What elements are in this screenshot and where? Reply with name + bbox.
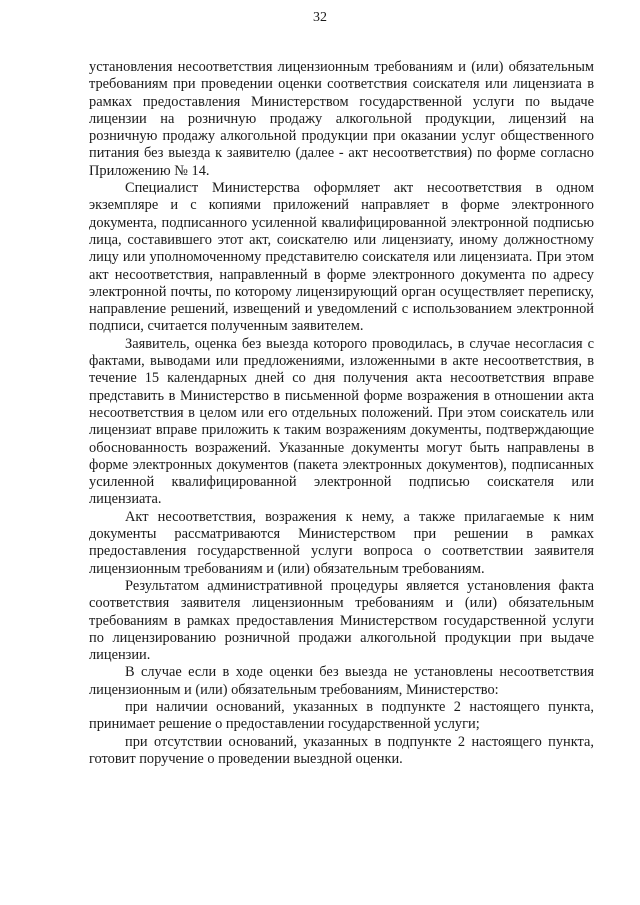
page-number: 32 [313,10,327,25]
paragraph-act-definition: установления несоответствия лицензионным требованиям и (или) обязательным требованиям при проведении оценки соответствия соискателя или лицензиата в рамках предоставления Министерством государственной услуги по выдаче лицензии на розничную продажу алкогольной продукции, лицензий на розничную продажу алкогольной продукции при оказании услуг общественного питания без выезда к заявителю (далее - акт несоответствия) по форме согласно Приложению № 14. [89,59,594,179]
paragraph-no-violations: В случае если в ходе оценки без выезда не установлены несоответствия лицензионным и (или) обязательным требованиям, Министерство: [89,664,594,698]
paragraph-result: Результатом административной процедуры является установления факта соответствия заявителя лицензионным требованиям и (или) обязательным требованиям в рамках предоставления Министерством государственной услуги по лицензированию розничной продажи алкогольной продукции при выдаче лицензии. [89,577,594,664]
paragraph-grounds-present: при наличии оснований, указанных в подпункте 2 настоящего пункта, принимает решение о предоставлении государственной услуги; [89,698,594,733]
paragraph-grounds-absent: при отсутствии оснований, указанных в подпункте 2 настоящего пункта, готовит поручение о проведении выездной оценки. [89,733,594,767]
paragraph-objections: Заявитель, оценка без выезда которого проводилась, в случае несогласия с фактами, выводами или предложениями, изложенными в акте несоответствия, в течение 15 календарных дней со дня получения акта несоответствия вправе представить в Министерство в письменной форме возражения в отношении акта несоответствия в целом или его отдельных положений. При этом соискатель или лицензиат вправе приложить к таким возражениям документы, подтверждающие обоснованность возражений. Указанные документы могут быть направлены в форме электронных документов (пакета электронных документов), подписанных усиленной квалифицированной электронной подписью соискателя или лицензиата. [89,335,594,508]
document-body [89,59,594,768]
paragraph-act-delivery: Специалист Министерства оформляет акт несоответствия в одном экземпляре и с копиями приложений направляет в форме электронного документа, подписанного усиленной квалифицированной электронной подписью лица, составившего этот акт, соискателю или лицензиату, иному должностному лицу или уполномоченному представителю соискателя или лицензиата. При этом акт несоответствия, направленный в форме электронного документа по адресу электронной почты, по которому лицензирующий орган осуществляет переписку, направление решений, извещений и уведомлений с использованием электронной подписи, считается полученным заявителем. [89,180,594,335]
paragraph-consideration: Акт несоответствия, возражения к нему, а также прилагаемые к ним документы рассматриваются Министерством при решении в рамках предоставления государственной услуги вопроса о соответствии заявителя лицензионным требованиям и (или) обязательным требованиям. [89,508,594,577]
